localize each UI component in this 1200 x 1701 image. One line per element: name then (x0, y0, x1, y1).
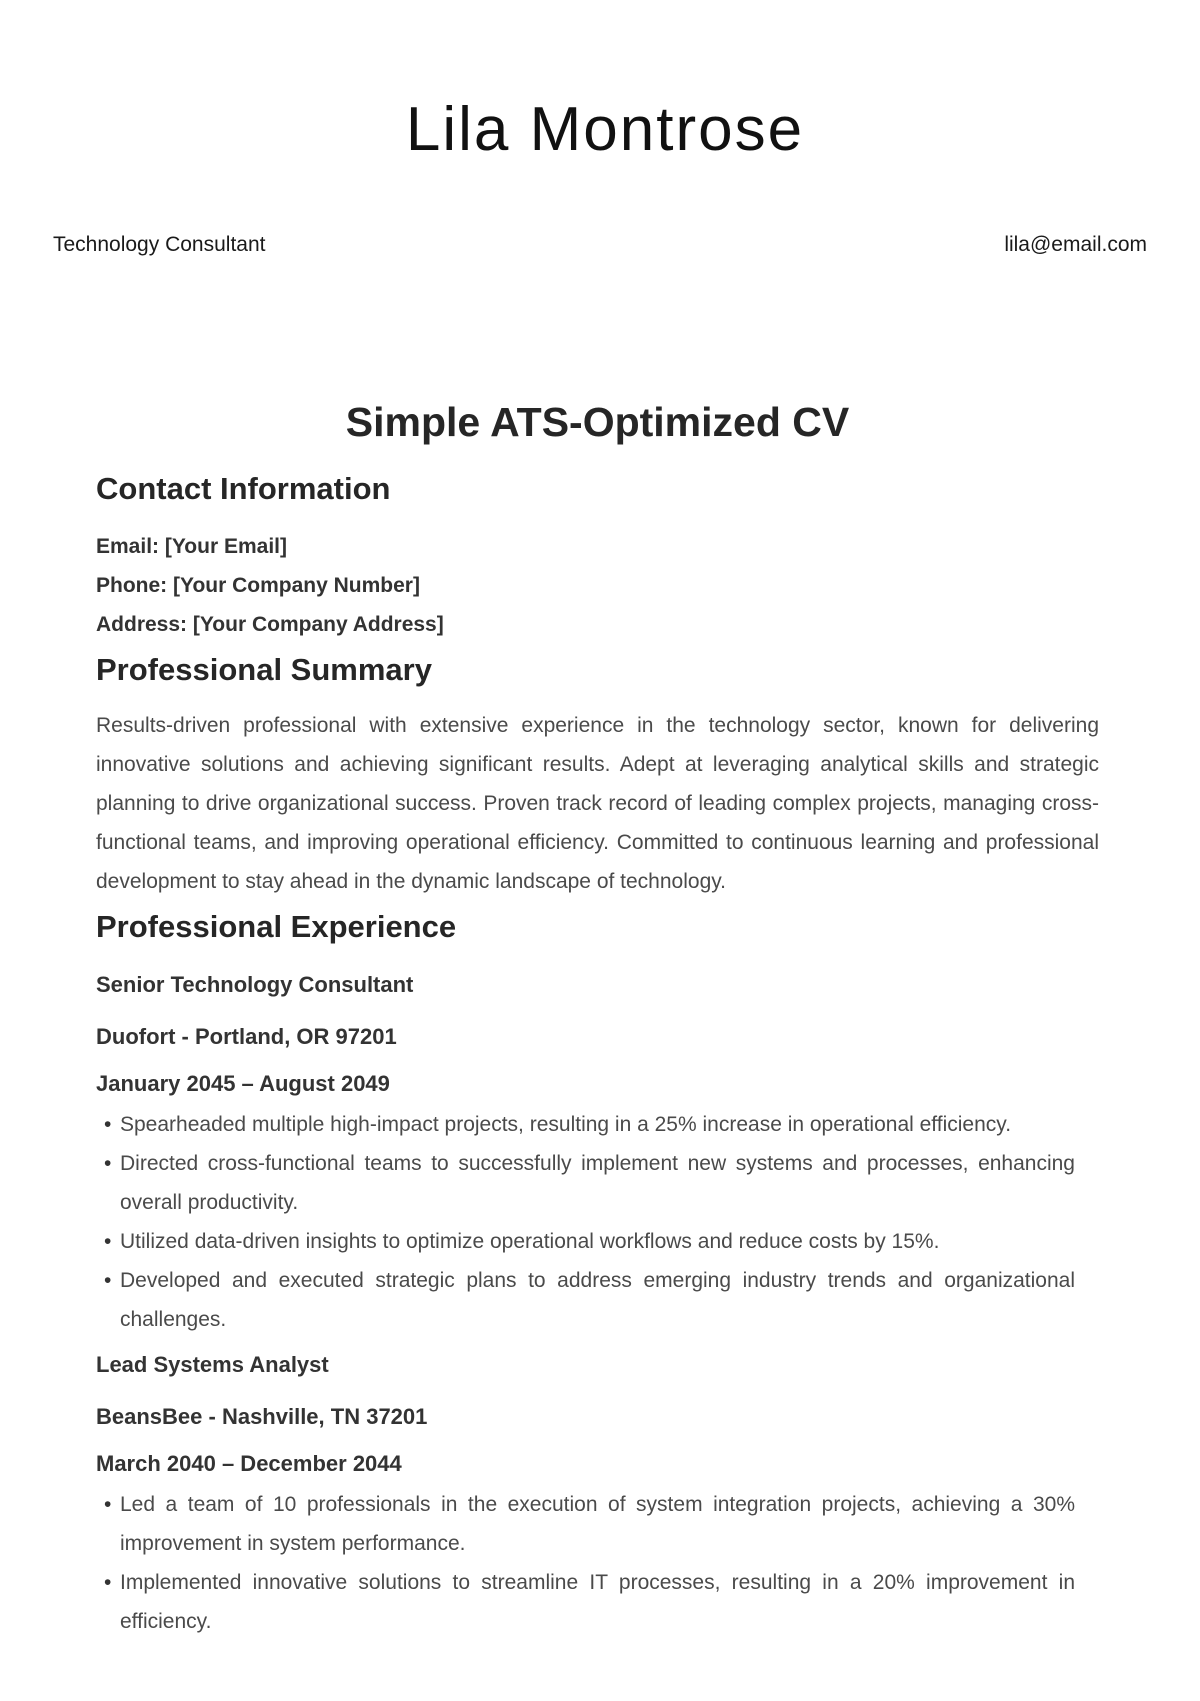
summary-heading: Professional Summary (96, 652, 432, 687)
contact-address-line: Address: [Your Company Address] (96, 613, 444, 636)
contact-section (96, 467, 1099, 644)
job-bullet: • Led a team of 10 professionals in the execution of system integration projects, achieving a 30% improvement in system performance. (96, 1485, 1075, 1563)
candidate-email: lila@email.com (1004, 233, 1147, 256)
candidate-name: Lila Montrose (405, 95, 805, 164)
job-bullet: • Spearheaded multiple high-impact projects, resulting in a 25% increase in operational efficiency. (96, 1105, 1075, 1144)
contact-heading: Contact Information (96, 471, 391, 506)
contact-phone-line: Phone: [Your Company Number] (96, 574, 420, 597)
job-company: BeansBee - Nashville, TN 37201 (96, 1404, 428, 1429)
job-dates: March 2040 – December 2044 (96, 1451, 402, 1476)
job-dates: January 2045 – August 2049 (96, 1071, 390, 1096)
summary-section (96, 648, 1099, 901)
document-title: Simple ATS-Optimized CV (345, 399, 850, 445)
job-entry (96, 959, 1099, 1339)
job-bullets (96, 1105, 1099, 1339)
job-bullet: • Directed cross-functional teams to successfully implement new systems and processes, enhancing overall productivity. (96, 1144, 1075, 1222)
job-bullet: • Developed and executed strategic plans to address emerging industry trends and organizational challenges. (96, 1261, 1075, 1339)
summary-text: Results-driven professional with extensive experience in the technology sector, known for delivering innovative solutions and achieving significant results. Adept at leveraging analytical skills and strategic planning to drive organizational success. Proven track record of leading complex projects, managing cross-functional teams, and improving operational efficiency. Committed to continuous learning and professional development to stay ahead in the dynamic landscape of technology. (96, 714, 1099, 893)
experience-heading: Professional Experience (96, 909, 457, 944)
contact-email-line: Email: [Your Email] (96, 535, 287, 558)
job-bullet: • Implemented innovative solutions to streamline IT processes, resulting in a 20% improvement in efficiency. (96, 1563, 1075, 1641)
job-bullets (96, 1485, 1099, 1641)
job-title: Senior Technology Consultant (96, 972, 414, 997)
job-bullet: • Utilized data-driven insights to optimize operational workflows and reduce costs by 15%. (96, 1222, 1075, 1261)
contact-list (96, 527, 1099, 644)
job-title: Lead Systems Analyst (96, 1352, 329, 1377)
job-company: Duofort - Portland, OR 97201 (96, 1024, 397, 1049)
job-entry (96, 1339, 1099, 1641)
cv-content (96, 395, 1099, 1641)
candidate-role: Technology Consultant (53, 233, 266, 256)
experience-section (96, 905, 1099, 1641)
